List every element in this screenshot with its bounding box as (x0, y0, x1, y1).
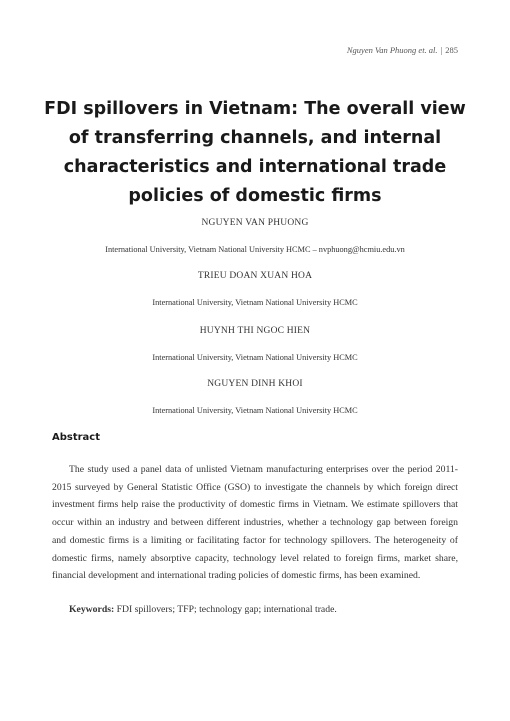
author-name: TRIEU DOAN XUAN HOA (197, 271, 313, 281)
author-affiliation: International University, Vietnam National University HCMC (152, 298, 358, 307)
keywords-line (69, 604, 459, 615)
keywords-text: FDI spillovers; TFP; technology gap; international trade. (116, 604, 337, 615)
running-author: Nguyen Van Phuong et. al. (346, 45, 438, 55)
author-name: NGUYEN VAN PHUONG (201, 218, 309, 228)
abstract-heading: Abstract (52, 432, 101, 443)
paper-title: FDI spillovers in Vietnam: The overall view of transferring channels, and internal characteristics and international trade policies of domestic firms (44, 99, 466, 206)
author-name: HUYNH THI NGOC HIEN (199, 326, 311, 336)
author-affiliation: International University, Vietnam National University HCMC – nvphuong@hcmiu.edu.vn (105, 245, 405, 254)
header-separator: | (440, 45, 443, 55)
abstract-text: The study used a panel data of unlisted Vietnam manufacturing enterprises over the period 2011-2015 surveyed by General Statistic Office (GSO) to investigate the channels by which foreign direct investment firms help raise the productivity of domestic firms in Vietnam. We estimate spillovers that occur within an industry and between different industries, whether a technology gap between foreign and domestic firms is a limiting or facilitating factor for technology spillovers. The heterogeneity of domestic firms, namely absorptive capacity, technology level related to foreign firms, market share, financial development and international trading policies of domestic firms, has been examined. (52, 464, 458, 582)
keywords-label: Keywords: (69, 604, 115, 615)
running-header (347, 45, 458, 55)
page-number: 285 (445, 45, 458, 55)
author-name: NGUYEN DINH KHOI (207, 379, 303, 389)
author-affiliation: International University, Vietnam National University HCMC (152, 353, 358, 362)
author-affiliation: International University, Vietnam National University HCMC (152, 406, 358, 415)
